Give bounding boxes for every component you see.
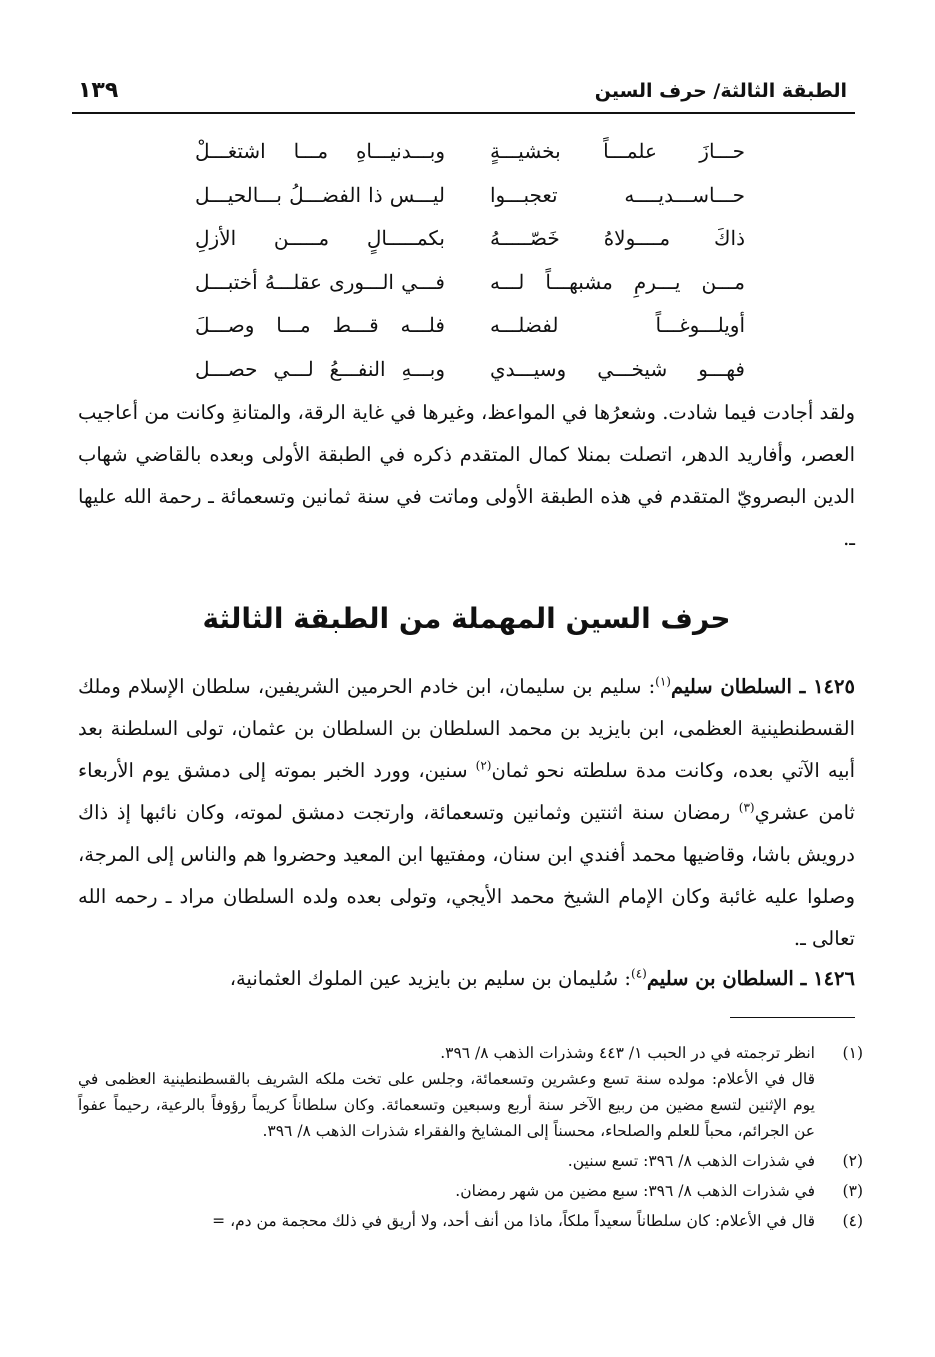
page-number: ١٣٩ bbox=[78, 78, 119, 103]
biography-paragraph: ولقد أجادت فيما شادت. وشعرُها في المواعظ، وغيرها في غاية الرقة، والمتانةِ وكانت من أعاجيب العصر، وأفاريد الدهر، اتصلت بمنلا كمال المتقدم ذكره في الطبقة الأولى وبعده بالقاضي شهاب الدين البصرويّ المتقدم في هذه الطبقة الأولى وماتت في سنة ثمانين وتسعمائة ـ رحمة الله عليها ـ. bbox=[78, 401, 855, 550]
section-heading: حرف السين المهملة من الطبقة الثالثة bbox=[202, 602, 731, 635]
footnote bbox=[78, 1148, 863, 1174]
verse-first-hemistich: أويلـــوغـــاً لفضلـــه bbox=[490, 313, 745, 337]
poem-verse bbox=[180, 130, 780, 174]
header-divider bbox=[72, 112, 855, 114]
entry-1426 bbox=[78, 958, 855, 1000]
entry-label: ١٤٢٥ ـ السلطان سليم bbox=[670, 675, 855, 698]
footnote-line: قال في الأعلام: كان سلطاناً سعيداً ملكاً، ماذا من أنف أحد، ولا أريق في ذلك محجمة من دم، = bbox=[212, 1212, 815, 1230]
poem-verse bbox=[180, 304, 780, 348]
footnote-ref[interactable]: (٣) bbox=[738, 800, 755, 815]
footnote-number: (٢) bbox=[842, 1152, 863, 1170]
poem bbox=[180, 130, 780, 391]
footnote-ref[interactable]: (٢) bbox=[475, 758, 492, 773]
entry-text: : سليم بن سليمان، ابن خادم الحرمين الشريفين، سلطان الإسلام وملك القسطنطينية العظمى، ابن بايزيد بن محمد السلطان بن السلطان بن عثمان، تولى السلطنة بعد أبيه الآتي بعده، وكانت مدة سلطته نحو ثمان bbox=[78, 675, 856, 782]
footnote bbox=[78, 1178, 863, 1204]
verse-first-hemistich: حـــاســـديــــه تعجبـــوا bbox=[490, 182, 745, 207]
poem-verse bbox=[180, 217, 780, 261]
footnote-divider bbox=[730, 1017, 855, 1018]
footnote-number: (٣) bbox=[842, 1182, 863, 1200]
verse-second-hemistich: ليـــس ذا الفضـــلُ بـــالحيـــل bbox=[195, 182, 445, 207]
entry-text: رمضان سنة اثنتين وثمانين وتسعمائة، وارتجت دمشق لموته، وكان نائبها إذ ذاك درويش باشا، وقاضيها محمد أفندي ابن سنان، ومفتيها ابن المعيد وحضروا هم والناس إلى المرجة، وصلوا عليه غائبة وكان الإمام الشيخ محمد الأيجي، وتولى بعده ولده السلطان مراد ـ رحمه الله تعالى ـ. bbox=[78, 801, 855, 950]
poem-verse bbox=[180, 348, 780, 392]
verse-second-hemistich: بكمـــــالٍ مـــــن الأزلِ bbox=[195, 226, 445, 250]
footnote-line: انظر ترجمته في در الحبب ١/ ٤٤٣ وشذرات الذهب ٨/ ٣٩٦. bbox=[440, 1044, 815, 1062]
poem-verse bbox=[180, 174, 780, 218]
verse-first-hemistich: فهـــو شيخـــي وسيـــدي bbox=[490, 356, 745, 381]
poem-verse bbox=[180, 261, 780, 305]
footnote-line: قال في الأعلام: مولده سنة تسع وعشرين وتسعمائة، وجلس على تخت ملكه الشريف بالقسطنطينية العظمى في يوم الإثنين لتسع مضين من ربيع الآخر سنة أربع وسبعين وتسعمائة. وكان سلطاناً كريماً رؤوفاً بالرعية، رحيماً عفواً عن الجرائم، محباً للعلم والصلحاء، محسناً إلى المشايخ والفقراء شذرات الذهب ٨/ ٣٩٦. bbox=[78, 1070, 815, 1140]
verse-first-hemistich: ذاكَ مــــولاهُ خَصّـــــهُ bbox=[490, 226, 745, 250]
running-header-title: الطبقة الثالثة/ حرف السين bbox=[594, 80, 847, 102]
footnote-ref[interactable]: (٤) bbox=[631, 966, 647, 981]
footnote bbox=[78, 1040, 863, 1144]
entry-text: : سُليمان بن سليم بن بايزيد عين الملوك العثمانية، bbox=[229, 967, 631, 990]
footnote bbox=[78, 1208, 863, 1234]
entry-label: ١٤٢٦ ـ السلطان بن سليم bbox=[646, 967, 855, 990]
footnote-number: (٤) bbox=[842, 1212, 863, 1230]
verse-second-hemistich: وبـــهِ النفـــعُ لـــي حصـــل bbox=[195, 356, 445, 381]
verse-first-hemistich: مـــن يـــرمِ مشبهـــاً لـــه bbox=[490, 269, 745, 294]
verse-first-hemistich: حـــازَ علمـــاً بخشيـــةٍ bbox=[490, 139, 745, 163]
footnote-line: في شذرات الذهب ٨/ ٣٩٦: سبع مضين من شهر رمضان. bbox=[455, 1182, 815, 1200]
entry-1425 bbox=[78, 666, 855, 960]
footnotes bbox=[78, 1040, 863, 1238]
entry-text: سنين، وورد الخبر بموته إلى دمشق يوم الأربعاء ثامن عشري bbox=[78, 759, 855, 824]
verse-second-hemistich: وبـــدنيـــاهِ مـــا اشتغـــلْ bbox=[195, 139, 445, 163]
verse-second-hemistich: فلـــه قـــط مـــا وصـــلَ bbox=[195, 313, 445, 337]
footnote-number: (١) bbox=[842, 1044, 863, 1062]
footnote-ref[interactable]: (١) bbox=[655, 674, 671, 689]
verse-second-hemistich: فـــي الـــورى عقلـــهُ أختبـــل bbox=[195, 269, 445, 294]
footnote-line: في شذرات الذهب ٨/ ٣٩٦: تسع سنين. bbox=[567, 1152, 815, 1170]
